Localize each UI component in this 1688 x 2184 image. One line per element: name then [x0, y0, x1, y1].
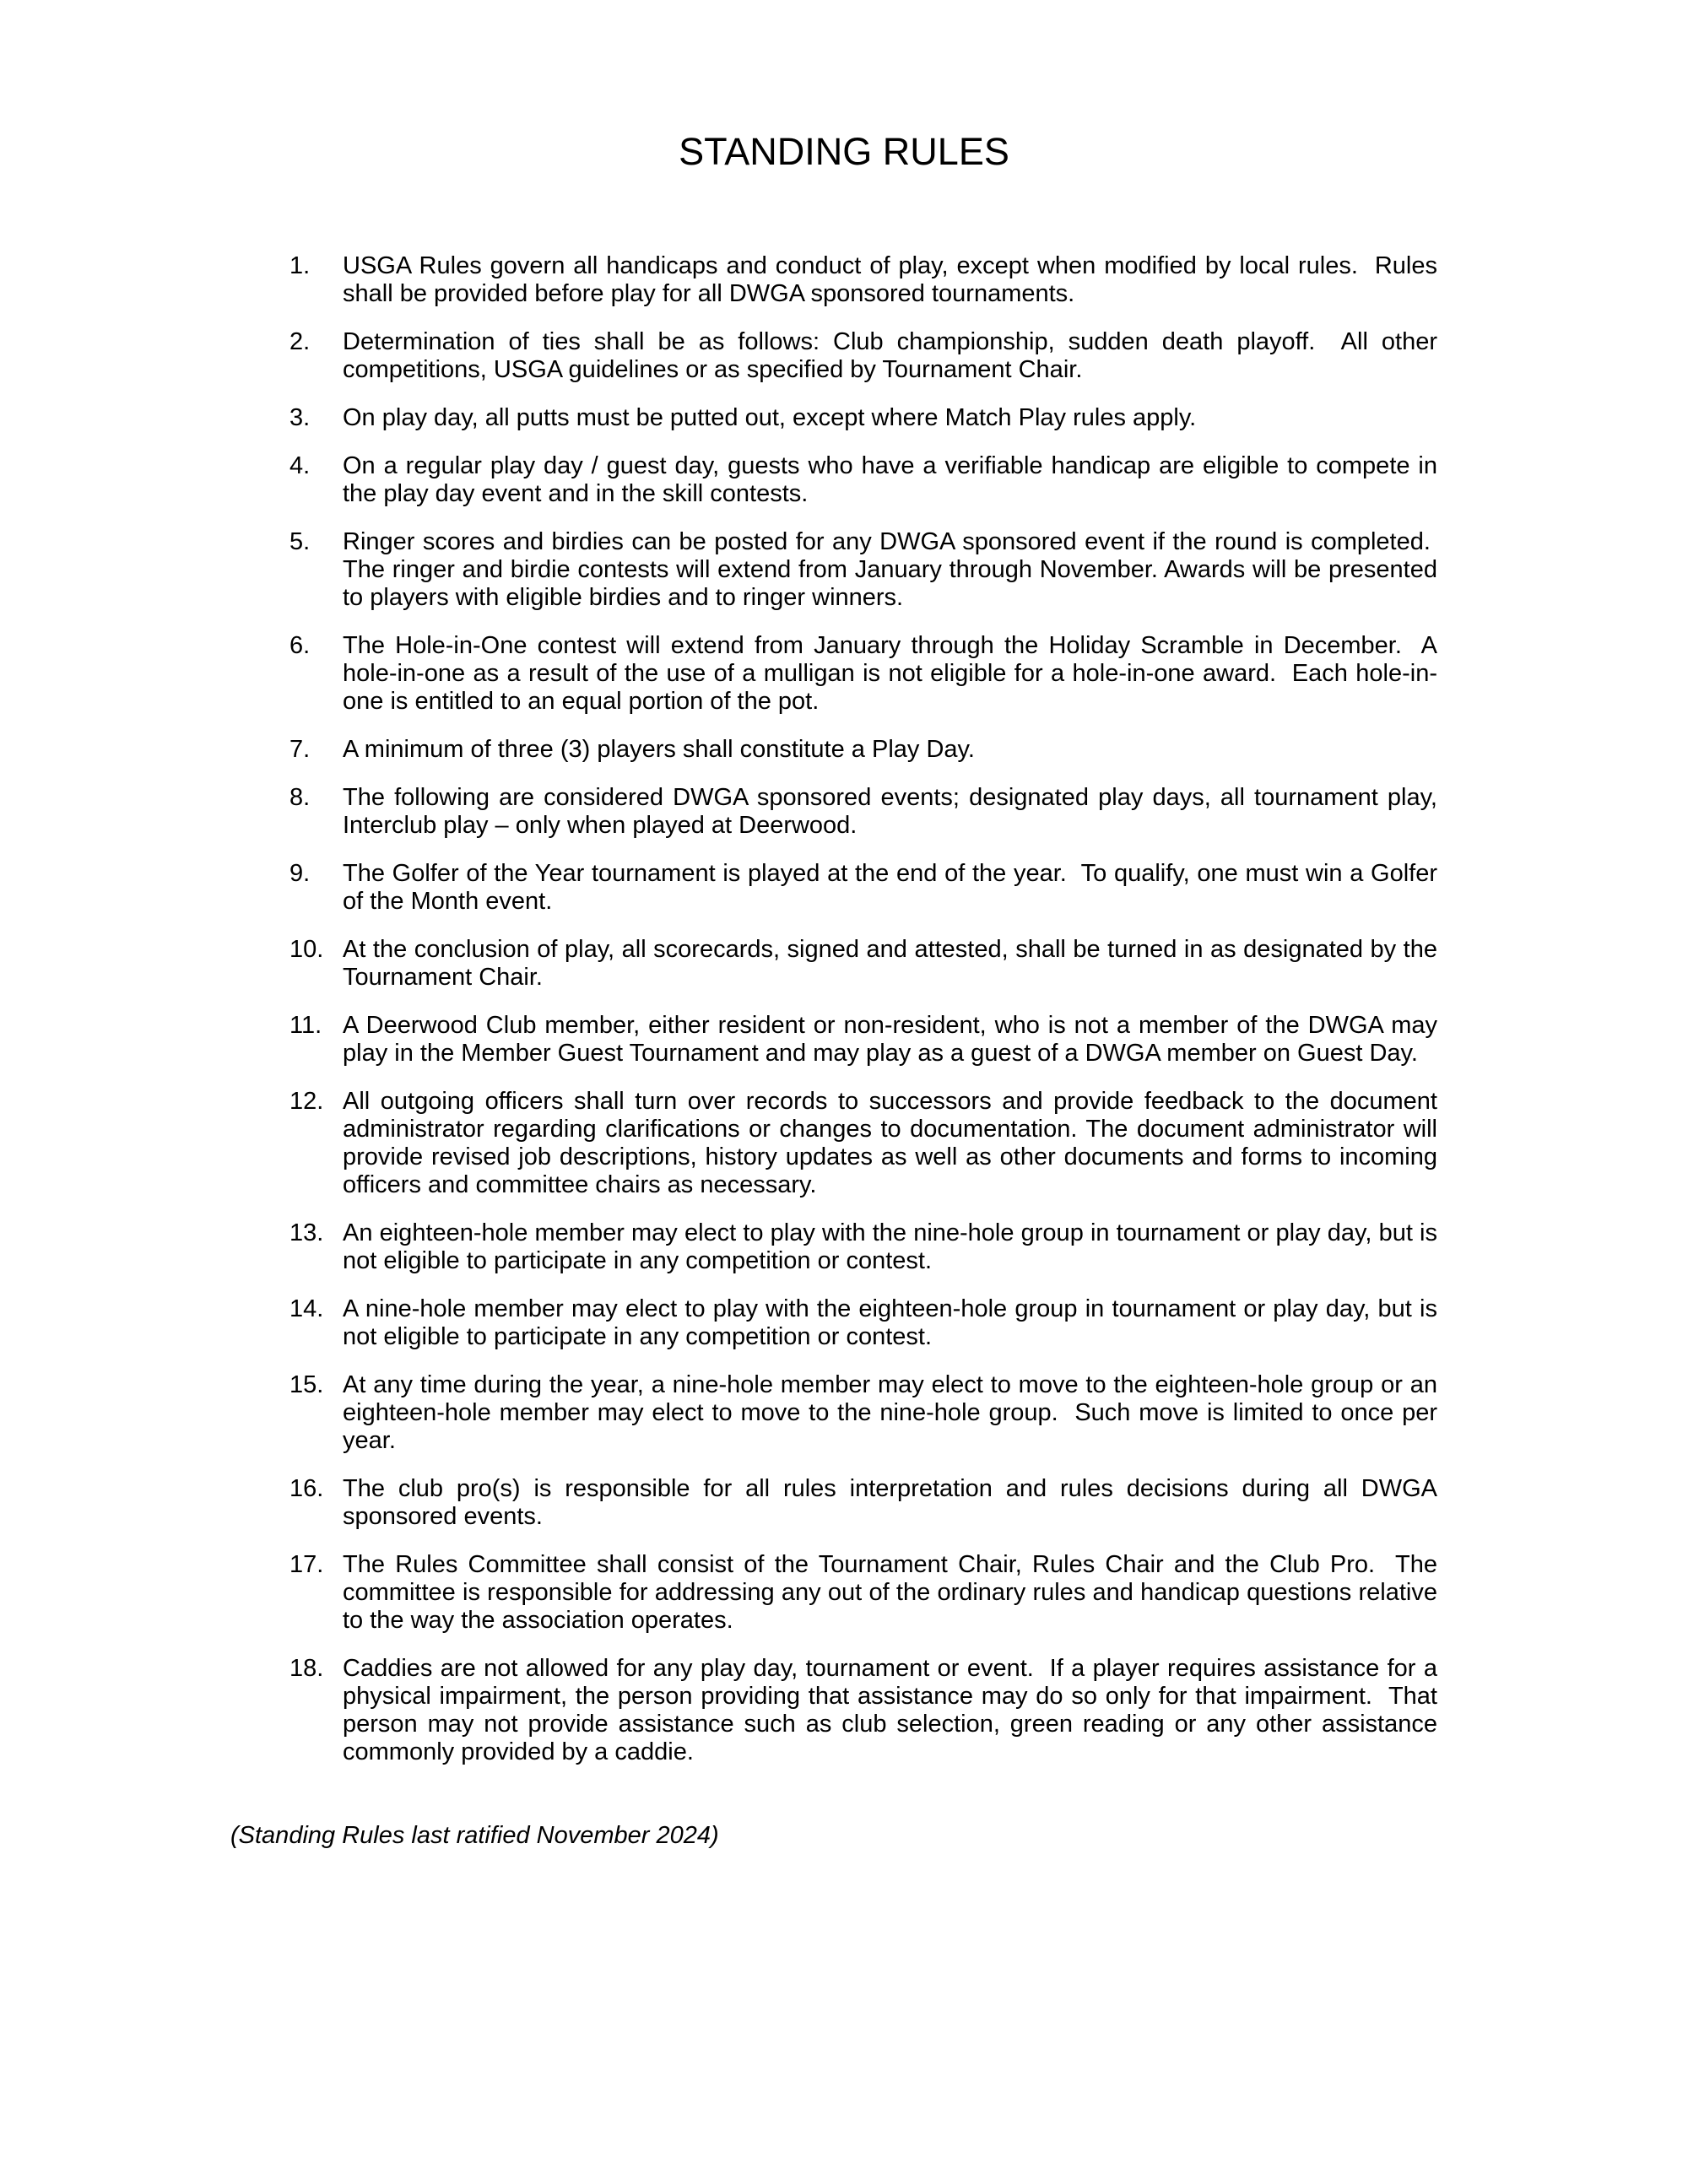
rule-item	[289, 860, 1437, 916]
rule-text: The Hole-in-One contest will extend from January through the Holiday Scramble in December. A hole-in-one as a result of the use of a mulligan is not eligible for a hole-in-one award. Each hole-in-one is entitled to an equal portion of the pot.	[343, 632, 1437, 715]
rule-text: All outgoing officers shall turn over records to successors and provide feedback to the document administrator regarding clarifications or changes to documentation. The document administrator will provide revised job descriptions, history updates as well as other documents and forms to incoming officers and committee chairs as necessary.	[343, 1088, 1437, 1198]
rule-number: 4.	[289, 452, 311, 479]
rule-item	[289, 1012, 1437, 1068]
rule-number: 18.	[289, 1655, 324, 1682]
rules-list	[289, 252, 1437, 1766]
rule-item	[289, 784, 1437, 840]
rule-item	[289, 404, 1437, 432]
rule-text: A minimum of three (3) players shall constitute a Play Day.	[343, 736, 975, 763]
rule-item	[289, 1088, 1437, 1199]
rule-text: An eighteen-hole member may elect to play with the nine-hole group in tournament or play day, but is not eligible to participate in any competition or contest.	[343, 1219, 1437, 1274]
rule-item	[289, 328, 1437, 384]
rule-text: A nine-hole member may elect to play with the eighteen-hole group in tournament or play day, but is not eligible to participate in any competition or contest.	[343, 1295, 1437, 1350]
rule-text: The Golfer of the Year tournament is played at the end of the year. To qualify, one must win a Golfer of the Month event.	[343, 860, 1437, 915]
rule-number: 12.	[289, 1088, 324, 1115]
rule-item	[289, 736, 1437, 764]
rule-text: The club pro(s) is responsible for all rules interpretation and rules decisions during all DWGA sponsored events.	[343, 1475, 1437, 1530]
rule-number: 17.	[289, 1551, 324, 1578]
rule-item	[289, 1371, 1437, 1455]
rule-number: 3.	[289, 404, 311, 431]
rule-number: 7.	[289, 736, 311, 763]
rule-number: 10.	[289, 936, 324, 963]
rule-item	[289, 1655, 1437, 1766]
rule-item	[289, 1295, 1437, 1351]
rule-text: The following are considered DWGA sponsored events; designated play days, all tournament play, Interclub play – only when played at Deerwood.	[343, 784, 1437, 839]
rule-text: Caddies are not allowed for any play day, tournament or event. If a player requires assistance for a physical impairment, the person providing that assistance may do so only for that impairment. That person may not provide assistance such as club selection, green reading or any other assistance commonly provided by a caddie.	[343, 1655, 1437, 1765]
rule-number: 13.	[289, 1219, 324, 1246]
rule-number: 5.	[289, 528, 311, 555]
rule-number: 8.	[289, 784, 311, 811]
rule-number: 16.	[289, 1475, 324, 1502]
rule-text: USGA Rules govern all handicaps and conduct of play, except when modified by local rules. Rules shall be provided before play for all DWGA sponsored tournaments.	[343, 252, 1437, 307]
rule-item	[289, 252, 1437, 308]
rule-item	[289, 1551, 1437, 1635]
rule-item	[289, 528, 1437, 612]
rule-number: 9.	[289, 860, 311, 887]
rule-item	[289, 1475, 1437, 1531]
rule-number: 14.	[289, 1295, 324, 1322]
rule-number: 15.	[289, 1371, 324, 1398]
rule-item	[289, 1219, 1437, 1275]
rule-text: Ringer scores and birdies can be posted for any DWGA sponsored event if the round is completed. The ringer and birdie contests will extend from January through November. Awards will be presented to players with eligible birdies and to ringer winners.	[343, 528, 1437, 611]
rule-number: 1.	[289, 252, 311, 279]
rule-text: On play day, all putts must be putted out, except where Match Play rules apply.	[343, 404, 1197, 431]
rule-text: Determination of ties shall be as follows: Club championship, sudden death playoff. All other competitions, USGA guidelines or as specified by Tournament Chair.	[343, 328, 1437, 383]
rule-number: 2.	[289, 328, 311, 355]
page-title: STANDING RULES	[679, 130, 1009, 173]
rule-item	[289, 936, 1437, 992]
rule-number: 6.	[289, 632, 311, 659]
rule-text: The Rules Committee shall consist of the Tournament Chair, Rules Chair and the Club Pro. The committee is responsible for addressing any out of the ordinary rules and handicap questions relative to the way the association operates.	[343, 1551, 1437, 1634]
rule-item	[289, 452, 1437, 508]
rule-text: At any time during the year, a nine-hole member may elect to move to the eighteen-hole group or an eighteen-hole member may elect to move to the nine-hole group. Such move is limited to once per year.	[343, 1371, 1437, 1454]
rule-text: A Deerwood Club member, either resident or non-resident, who is not a member of the DWGA may play in the Member Guest Tournament and may play as a guest of a DWGA member on Guest Day.	[343, 1012, 1437, 1067]
rule-number: 11.	[289, 1012, 322, 1039]
ratification-note: (Standing Rules last ratified November 2024)	[230, 1822, 719, 1849]
rule-text: At the conclusion of play, all scorecards, signed and attested, shall be turned in as designated by the Tournament Chair.	[343, 936, 1437, 991]
rule-item	[289, 632, 1437, 716]
rule-text: On a regular play day / guest day, guests who have a verifiable handicap are eligible to compete in the play day event and in the skill contests.	[343, 452, 1437, 507]
